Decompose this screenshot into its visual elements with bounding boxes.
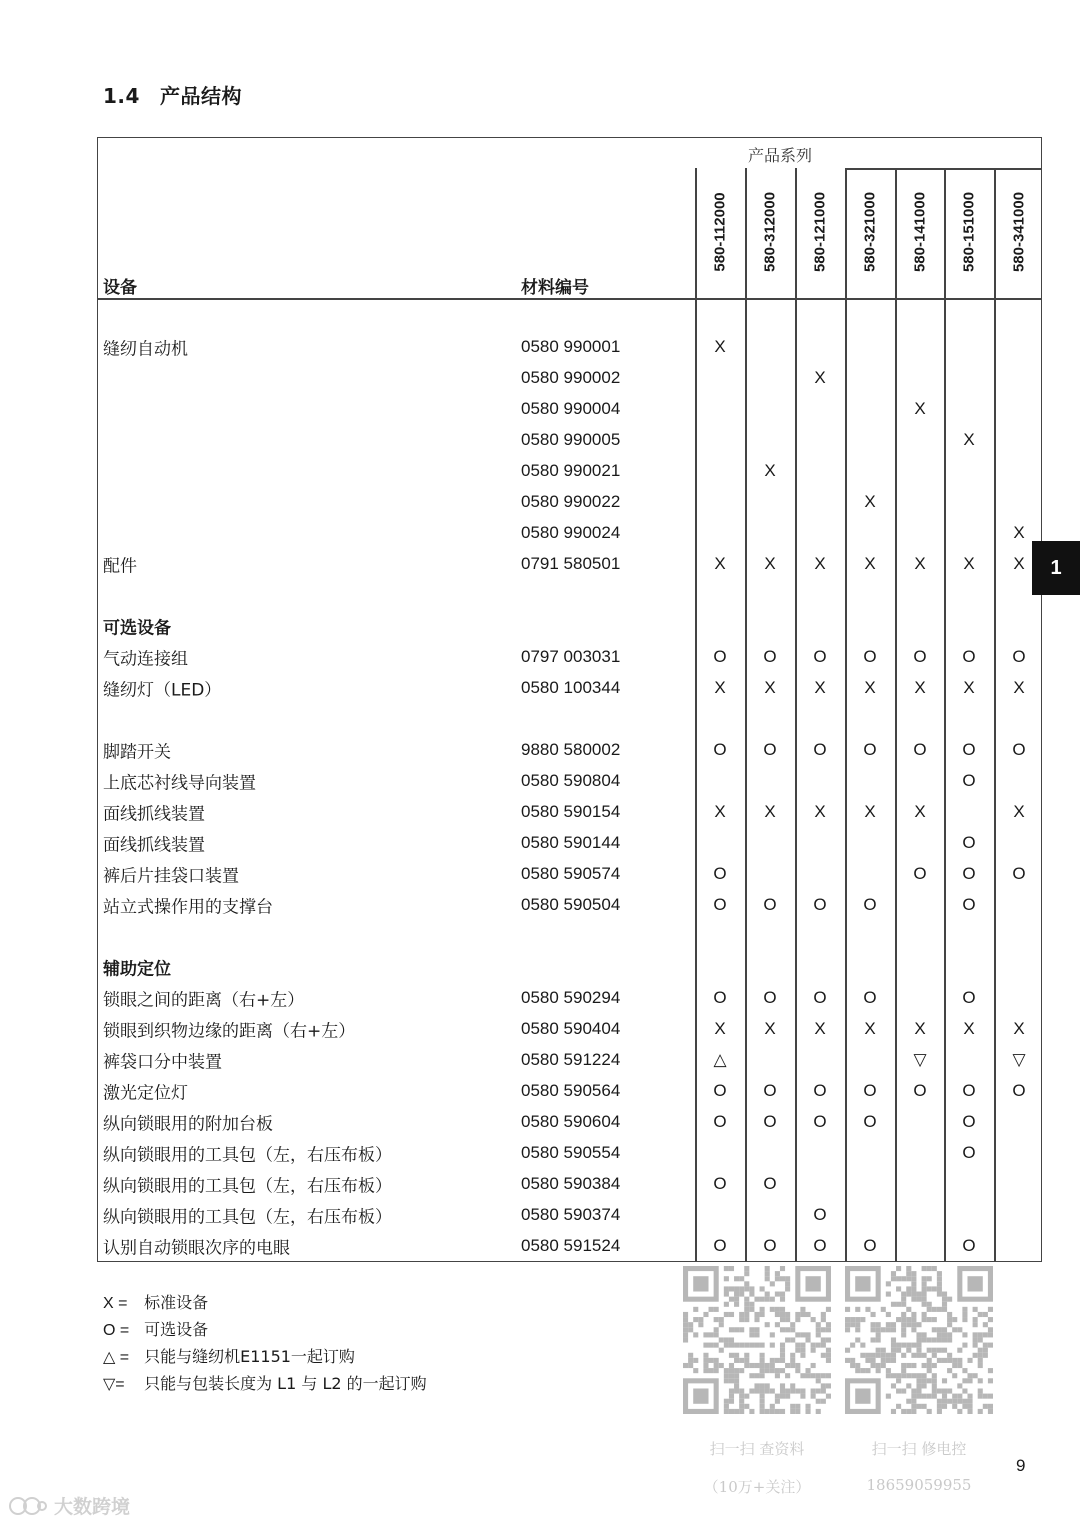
code-column-header: 材料编号 xyxy=(521,278,589,298)
availability-mark: O xyxy=(763,1173,777,1193)
chapter-tab: 1 xyxy=(1032,541,1080,595)
availability-mark: X xyxy=(914,677,926,697)
availability-mark: X xyxy=(864,491,876,511)
availability-mark: ▽ xyxy=(913,1049,927,1069)
availability-mark: X xyxy=(764,677,776,697)
qr-code-icon xyxy=(683,1266,831,1414)
material-code: 0580 590154 xyxy=(521,801,621,821)
material-code: 0580 990021 xyxy=(521,460,621,480)
legend-item xyxy=(103,1371,427,1398)
availability-mark: O xyxy=(713,1080,727,1100)
availability-mark: O xyxy=(763,739,777,759)
availability-mark: O xyxy=(962,1111,976,1131)
table-row xyxy=(0,424,1080,455)
availability-mark: X xyxy=(764,460,776,480)
section-label: 可选设备 xyxy=(103,618,171,638)
table-row xyxy=(0,796,1080,827)
section-row xyxy=(0,610,1080,641)
availability-mark: O xyxy=(763,1111,777,1131)
section-row xyxy=(0,951,1080,982)
availability-mark: O xyxy=(713,1173,727,1193)
availability-mark: X xyxy=(714,677,726,697)
legend-item xyxy=(103,1317,427,1344)
table-row xyxy=(0,362,1080,393)
device-column-header: 设备 xyxy=(103,278,137,298)
availability-mark: O xyxy=(813,646,827,666)
watermark-text: 大数跨境 xyxy=(54,1496,131,1518)
legend-text: 只能与包装长度为 L1 与 L2 的一起订购 xyxy=(144,1374,427,1393)
availability-mark: X xyxy=(814,367,826,387)
device-name: 缝纫灯（LED） xyxy=(103,680,222,700)
table-row xyxy=(0,1230,1080,1261)
availability-mark: O xyxy=(813,894,827,914)
availability-mark: O xyxy=(1012,646,1026,666)
device-name: 脚踏开关 xyxy=(103,742,171,762)
availability-mark: X xyxy=(864,1018,876,1038)
availability-mark: O xyxy=(863,1111,877,1131)
qr-caption-2: 扫一扫 修电控 xyxy=(871,1440,967,1458)
availability-mark: X xyxy=(914,1018,926,1038)
availability-mark: O xyxy=(763,1080,777,1100)
material-code: 0580 590504 xyxy=(521,894,621,914)
table-row xyxy=(0,672,1080,703)
material-code: 0580 590404 xyxy=(521,1018,621,1038)
header-divider xyxy=(97,298,1042,300)
series-column-label: 580-341000 xyxy=(1010,191,1028,273)
availability-mark: O xyxy=(1012,863,1026,883)
device-name: 锁眼之间的距离（右+左） xyxy=(103,990,305,1010)
availability-mark: X xyxy=(764,553,776,573)
availability-mark: O xyxy=(713,1235,727,1255)
availability-mark: O xyxy=(962,646,976,666)
series-column-label: 580-112000 xyxy=(711,192,729,272)
availability-mark: X xyxy=(714,801,726,821)
device-name: 裤袋口分中装置 xyxy=(103,1052,222,1072)
availability-mark: X xyxy=(914,553,926,573)
availability-mark: X xyxy=(1013,522,1025,542)
availability-mark: O xyxy=(713,739,727,759)
series-column-label: 580-321000 xyxy=(861,191,879,273)
availability-mark: O xyxy=(863,894,877,914)
table-row xyxy=(0,1013,1080,1044)
availability-mark: O xyxy=(713,1111,727,1131)
material-code: 0580 590144 xyxy=(521,832,621,852)
availability-mark: O xyxy=(713,863,727,883)
availability-mark: O xyxy=(813,739,827,759)
availability-mark: X xyxy=(963,677,975,697)
availability-mark: X xyxy=(714,553,726,573)
device-name: 纵向锁眼用的附加台板 xyxy=(103,1114,273,1134)
device-name: 面线抓线装置 xyxy=(103,835,205,855)
availability-mark: ▽ xyxy=(1012,1049,1026,1069)
availability-mark: O xyxy=(962,1235,976,1255)
series-column-label: 580-121000 xyxy=(811,191,829,273)
availability-mark: O xyxy=(962,739,976,759)
availability-mark: X xyxy=(963,553,975,573)
table-row xyxy=(0,889,1080,920)
availability-mark: X xyxy=(1013,1018,1025,1038)
table-row xyxy=(0,765,1080,796)
availability-mark: O xyxy=(913,863,927,883)
availability-mark: X xyxy=(914,398,926,418)
table-row xyxy=(0,455,1080,486)
availability-mark: O xyxy=(962,1142,976,1162)
device-name: 锁眼到织物边缘的距离（右+左） xyxy=(103,1021,356,1041)
device-name: 面线抓线装置 xyxy=(103,804,205,824)
device-name: 纵向锁眼用的工具包（左，右压布板） xyxy=(103,1145,392,1165)
availability-mark: O xyxy=(763,894,777,914)
availability-mark: O xyxy=(1012,1080,1026,1100)
qr-caption-1: 扫一扫 查资料 xyxy=(709,1440,805,1458)
availability-mark: O xyxy=(713,894,727,914)
availability-mark: X xyxy=(814,801,826,821)
table-row xyxy=(0,982,1080,1013)
series-column-label: 580-141000 xyxy=(911,191,929,273)
spacer-row xyxy=(0,579,1080,610)
series-column-label: 580-312000 xyxy=(761,191,779,273)
material-code: 0580 590384 xyxy=(521,1173,621,1193)
availability-mark: O xyxy=(763,646,777,666)
material-code: 0580 591224 xyxy=(521,1049,621,1069)
table-row xyxy=(0,827,1080,858)
material-code: 0580 591524 xyxy=(521,1235,621,1255)
availability-mark: X xyxy=(864,553,876,573)
availability-mark: X xyxy=(814,1018,826,1038)
availability-mark: X xyxy=(963,1018,975,1038)
availability-mark: X xyxy=(1013,677,1025,697)
material-code: 0580 990001 xyxy=(521,336,621,356)
legend-symbol: O = xyxy=(103,1322,130,1339)
section-label: 辅助定位 xyxy=(103,959,171,979)
availability-mark: O xyxy=(813,987,827,1007)
legend-text: 只能与缝纫机E1151一起订购 xyxy=(144,1347,355,1366)
material-code: 0580 990024 xyxy=(521,522,621,542)
device-name: 纵向锁眼用的工具包（左，右压布板） xyxy=(103,1176,392,1196)
series-column-header xyxy=(695,168,745,296)
material-code: 0580 590554 xyxy=(521,1142,621,1162)
availability-mark: O xyxy=(962,770,976,790)
device-name: 站立式操作用的支撑台 xyxy=(103,897,273,917)
table-row xyxy=(0,1168,1080,1199)
material-code: 0791 580501 xyxy=(521,553,621,573)
availability-mark: O xyxy=(863,1080,877,1100)
availability-mark: O xyxy=(1012,739,1026,759)
device-name: 上底芯衬线导向装置 xyxy=(103,773,256,793)
availability-mark: O xyxy=(962,863,976,883)
availability-mark: O xyxy=(863,987,877,1007)
availability-mark: △ xyxy=(713,1049,727,1069)
material-code: 0580 990004 xyxy=(521,398,621,418)
table-row xyxy=(0,1199,1080,1230)
material-code: 0580 590574 xyxy=(521,863,621,883)
series-column-header xyxy=(795,168,845,296)
availability-mark: X xyxy=(814,677,826,697)
series-column-header xyxy=(895,168,945,296)
legend-symbol: X = xyxy=(103,1295,128,1312)
device-name: 缝纫自动机 xyxy=(103,339,188,359)
table-row xyxy=(0,1137,1080,1168)
spacer-row xyxy=(0,920,1080,951)
availability-mark: O xyxy=(913,1080,927,1100)
availability-mark: X xyxy=(963,429,975,449)
section-number: 1.4 xyxy=(103,84,140,108)
section-heading xyxy=(103,80,242,109)
spacer-row xyxy=(0,703,1080,734)
legend-text: 可选设备 xyxy=(144,1320,209,1339)
availability-mark: O xyxy=(863,739,877,759)
material-code: 0797 003031 xyxy=(521,646,621,666)
availability-mark: X xyxy=(764,801,776,821)
availability-mark: X xyxy=(864,801,876,821)
table-row xyxy=(0,1106,1080,1137)
section-title: 产品结构 xyxy=(160,84,242,108)
availability-mark: O xyxy=(863,646,877,666)
material-code: 0580 100344 xyxy=(521,677,621,697)
legend-symbol: ▽= xyxy=(103,1376,125,1393)
material-code: 9880 580002 xyxy=(521,739,621,759)
availability-mark: O xyxy=(813,1235,827,1255)
device-name: 配件 xyxy=(103,556,137,576)
series-column-header xyxy=(845,168,895,296)
qr-code-icon xyxy=(845,1266,993,1414)
availability-mark: O xyxy=(763,1235,777,1255)
availability-mark: O xyxy=(962,832,976,852)
availability-mark: X xyxy=(1013,553,1025,573)
series-column-label: 580-151000 xyxy=(960,191,978,273)
availability-mark: O xyxy=(962,894,976,914)
device-name: 裤后片挂袋口装置 xyxy=(103,866,239,886)
table-row xyxy=(0,641,1080,672)
device-name: 认别自动锁眼次序的电眼 xyxy=(103,1238,290,1258)
availability-mark: X xyxy=(1013,801,1025,821)
availability-mark: X xyxy=(714,1018,726,1038)
legend xyxy=(103,1290,427,1398)
table-row xyxy=(0,858,1080,889)
qr-caption-1-sub: （10万+关注） xyxy=(703,1478,811,1496)
page-number: 9 xyxy=(1016,1456,1026,1475)
availability-mark: O xyxy=(713,987,727,1007)
table-row xyxy=(0,1044,1080,1075)
series-column-header xyxy=(994,168,1044,296)
table-row xyxy=(0,734,1080,765)
availability-mark: O xyxy=(913,739,927,759)
material-code: 0580 590804 xyxy=(521,770,621,790)
availability-mark: X xyxy=(864,677,876,697)
device-name: 纵向锁眼用的工具包（左，右压布板） xyxy=(103,1207,392,1227)
availability-mark: O xyxy=(962,987,976,1007)
availability-mark: O xyxy=(962,1080,976,1100)
availability-mark: O xyxy=(813,1204,827,1224)
material-code: 0580 590604 xyxy=(521,1111,621,1131)
material-code: 0580 990022 xyxy=(521,491,621,511)
table-row xyxy=(0,393,1080,424)
availability-mark: O xyxy=(713,646,727,666)
legend-item xyxy=(103,1290,427,1317)
availability-mark: X xyxy=(814,553,826,573)
table-row xyxy=(0,331,1080,362)
availability-mark: X xyxy=(764,1018,776,1038)
qr-caption-2-sub: 18659059955 xyxy=(866,1476,972,1494)
legend-item xyxy=(103,1344,427,1371)
availability-mark: O xyxy=(913,646,927,666)
availability-mark: O xyxy=(763,987,777,1007)
watermark xyxy=(8,1492,130,1519)
table-row xyxy=(0,486,1080,517)
device-name: 激光定位灯 xyxy=(103,1083,188,1103)
availability-mark: X xyxy=(714,336,726,356)
availability-mark: X xyxy=(914,801,926,821)
table-row xyxy=(0,548,1080,579)
watermark-logo-icon xyxy=(8,1494,48,1518)
material-code: 0580 990002 xyxy=(521,367,621,387)
availability-mark: O xyxy=(813,1080,827,1100)
series-column-header xyxy=(745,168,795,296)
legend-symbol: △ = xyxy=(103,1349,130,1366)
material-code: 0580 990005 xyxy=(521,429,621,449)
device-name: 气动连接组 xyxy=(103,649,188,669)
table-row xyxy=(0,517,1080,548)
series-group-title: 产品系列 xyxy=(747,146,812,165)
material-code: 0580 590294 xyxy=(521,987,621,1007)
series-column-header xyxy=(944,168,994,296)
availability-mark: O xyxy=(863,1235,877,1255)
availability-mark: O xyxy=(813,1111,827,1131)
material-code: 0580 590374 xyxy=(521,1204,621,1224)
legend-text: 标准设备 xyxy=(144,1293,209,1312)
table-row xyxy=(0,1075,1080,1106)
material-code: 0580 590564 xyxy=(521,1080,621,1100)
